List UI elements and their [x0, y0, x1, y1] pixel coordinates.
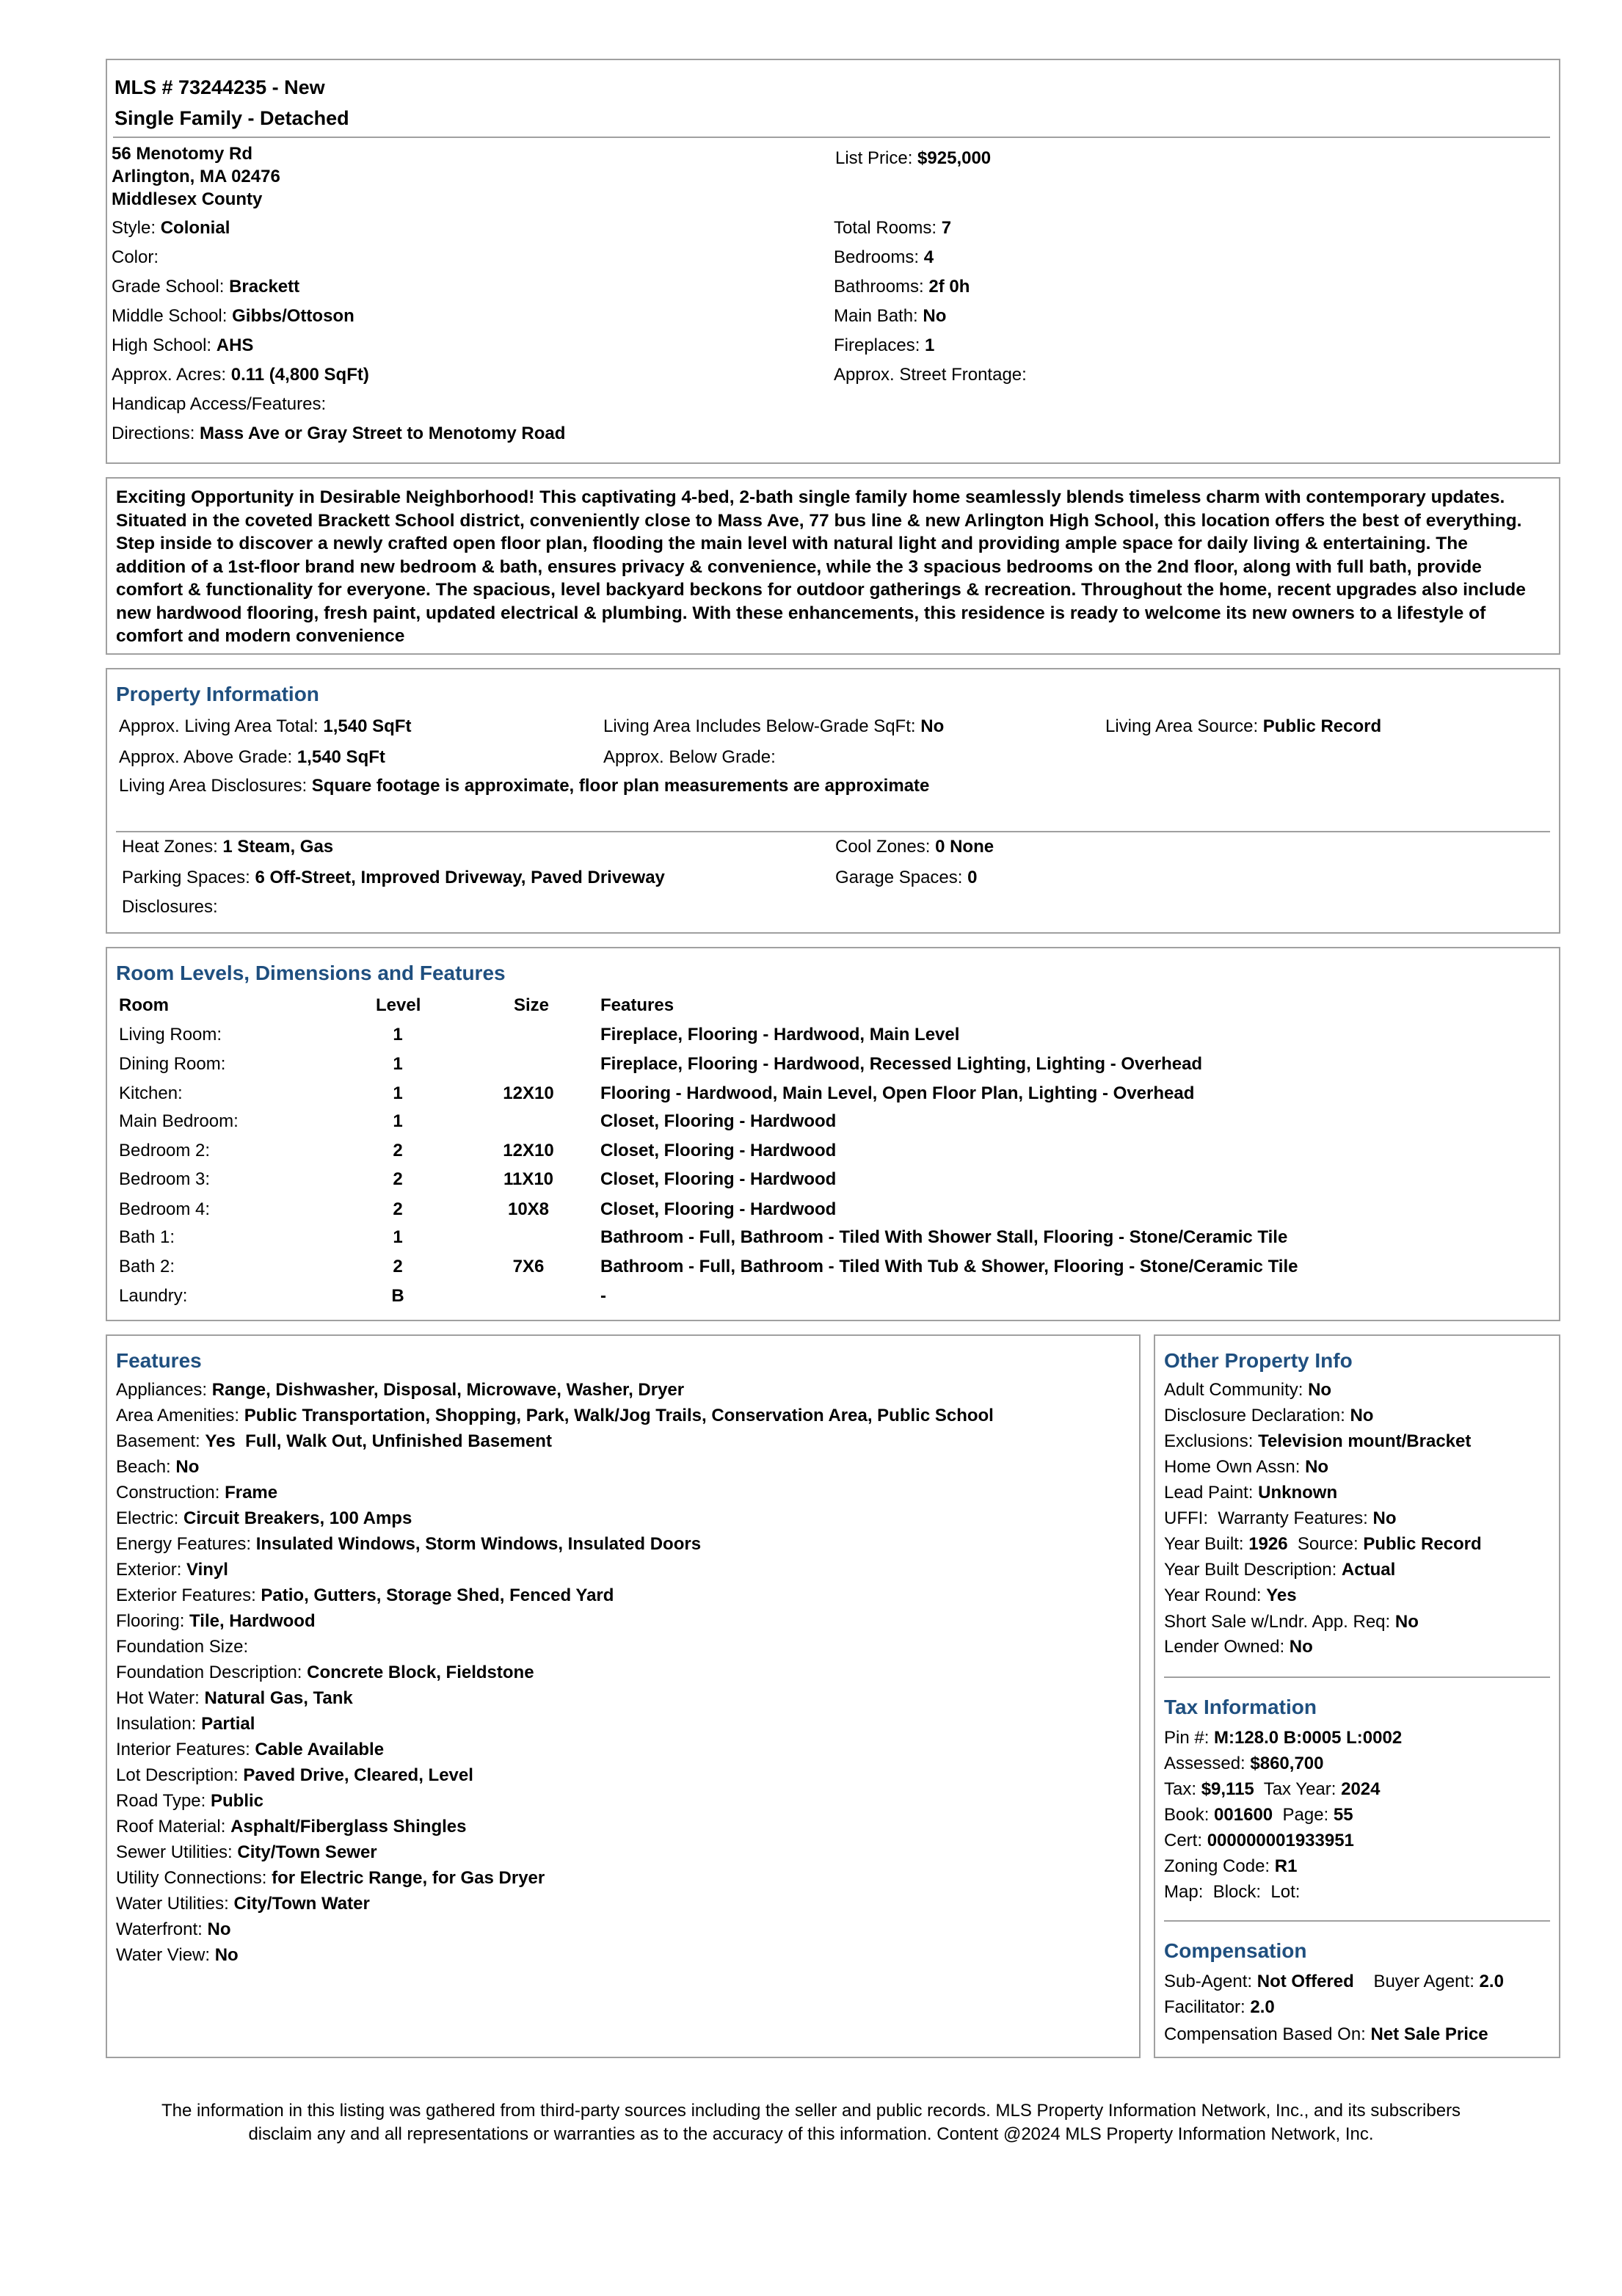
- room-name: Dining Room:: [119, 1054, 226, 1074]
- address-city: Arlington, MA 02476: [112, 167, 280, 186]
- adult-community: Adult Community: No: [1164, 1380, 1332, 1400]
- feature-item: Appliances: Range, Dishwasher, Disposal, Microwave, Washer, Dryer: [116, 1380, 685, 1400]
- rooms-box: [106, 947, 1560, 1321]
- lender-owned: Lender Owned: No: [1164, 1637, 1313, 1657]
- room-name: Bedroom 3:: [119, 1169, 211, 1189]
- room-name: Bath 1:: [119, 1227, 175, 1247]
- features-title: Features: [116, 1349, 202, 1372]
- compensation-title: Compensation: [1164, 1939, 1307, 1962]
- room-name: Bath 2:: [119, 1257, 175, 1276]
- room-size: 10X8: [507, 1199, 550, 1219]
- feature-item: Exterior: Vinyl: [116, 1560, 228, 1580]
- room-features: Closet, Flooring - Hardwood: [600, 1111, 837, 1131]
- feature-item: Basement: Yes Full, Walk Out, Unfinished Basement: [116, 1431, 552, 1451]
- compensation-based-on: Compensation Based On: Net Sale Price: [1164, 2024, 1488, 2044]
- field-total-rooms: Total Rooms: 7: [834, 218, 952, 238]
- exclusions: Exclusions: Television mount/Bracket: [1164, 1431, 1472, 1451]
- sub-agent: Sub-Agent: Not Offered Buyer Agent: 2.0: [1164, 1972, 1504, 1991]
- room-level: 1: [393, 1227, 403, 1247]
- property-type: Single Family - Detached: [114, 107, 349, 129]
- field-main-bath: Main Bath: No: [834, 306, 947, 326]
- other-info-box: [1154, 1334, 1560, 2058]
- list-price-value: $925,000: [917, 148, 992, 168]
- room-features: -: [600, 1286, 606, 1306]
- mls-number: MLS # 73244235 - New: [114, 76, 325, 98]
- field-high-school: High School: AHS: [112, 335, 254, 355]
- tax-amount: Tax: $9,115 Tax Year: 2024: [1164, 1779, 1381, 1799]
- tax-divider: [1164, 1676, 1550, 1678]
- feature-item: Foundation Description: Concrete Block, Fieldstone: [116, 1663, 534, 1682]
- room-level: 2: [393, 1169, 403, 1189]
- cert: Cert: 000000001933951: [1164, 1831, 1354, 1850]
- room-size: 12X10: [503, 1083, 554, 1103]
- uffi-warranty: UFFI: Warranty Features: No: [1164, 1508, 1397, 1528]
- assessed: Assessed: $860,700: [1164, 1754, 1324, 1773]
- rooms-header-features: Features: [600, 995, 674, 1015]
- room-features: Fireplace, Flooring - Hardwood, Recessed Lighting, Lighting - Overhead: [600, 1054, 1203, 1074]
- field-grade-school: Grade School: Brackett: [112, 277, 300, 297]
- below-grade-included: Living Area Includes Below-Grade SqFt: No: [603, 716, 945, 736]
- feature-item: Construction: Frame: [116, 1483, 278, 1503]
- feature-item: Exterior Features: Patio, Gutters, Storage Shed, Fenced Yard: [116, 1585, 614, 1605]
- field-fireplaces: Fireplaces: 1: [834, 335, 935, 355]
- field-style: Style: Colonial: [112, 218, 230, 238]
- property-info-divider: [116, 831, 1550, 832]
- room-name: Bedroom 4:: [119, 1199, 211, 1219]
- room-level: 1: [393, 1083, 403, 1103]
- feature-item: Beach: No: [116, 1457, 200, 1477]
- room-name: Main Bedroom:: [119, 1111, 239, 1131]
- feature-item: Utility Connections: for Electric Range, for Gas Dryer: [116, 1868, 545, 1888]
- room-size: 7X6: [512, 1257, 545, 1276]
- room-size: 11X10: [503, 1169, 554, 1189]
- year-round: Year Round: Yes: [1164, 1585, 1297, 1605]
- short-sale: Short Sale w/Lndr. App. Req: No: [1164, 1612, 1419, 1632]
- property-info-box: [106, 668, 1560, 934]
- features-box: [106, 1334, 1141, 2058]
- room-features: Flooring - Hardwood, Main Level, Open Floor Plan, Lighting - Overhead: [600, 1083, 1195, 1103]
- field-color: Color:: [112, 247, 159, 267]
- room-name: Bedroom 2:: [119, 1141, 211, 1160]
- feature-item: Lot Description: Paved Drive, Cleared, Level: [116, 1765, 473, 1785]
- living-area-disclosures: Living Area Disclosures: Square footage is approximate, floor plan measurements are approximate: [119, 776, 930, 796]
- above-grade: Approx. Above Grade: 1,540 SqFt: [119, 747, 385, 767]
- lead-paint: Lead Paint: Unknown: [1164, 1483, 1338, 1503]
- room-size: 12X10: [503, 1141, 554, 1160]
- field-middle-school: Middle School: Gibbs/Ottoson: [112, 306, 354, 326]
- feature-item: Foundation Size:: [116, 1637, 249, 1657]
- living-area-source: Living Area Source: Public Record: [1105, 716, 1382, 736]
- rooms-header-level: Level: [376, 995, 421, 1015]
- disclosures: Disclosures:: [122, 897, 218, 917]
- cool-zones: Cool Zones: 0 None: [835, 837, 994, 857]
- home-own-assn: Home Own Assn: No: [1164, 1457, 1329, 1477]
- property-info-title: Property Information: [116, 683, 319, 705]
- parking-spaces: Parking Spaces: 6 Off-Street, Improved Driveway, Paved Driveway: [122, 868, 665, 887]
- disclosure-declaration: Disclosure Declaration: No: [1164, 1406, 1374, 1425]
- feature-item: Area Amenities: Public Transportation, Shopping, Park, Walk/Jog Trails, Conservation Area, Public School: [116, 1406, 994, 1425]
- pin-number: Pin #: M:128.0 B:0005 L:0002: [1164, 1728, 1403, 1748]
- room-level: 2: [393, 1257, 403, 1276]
- field-bedrooms: Bedrooms: 4: [834, 247, 934, 267]
- comp-divider: [1164, 1920, 1550, 1922]
- field-directions: Directions: Mass Ave or Gray Street to Menotomy Road: [112, 424, 566, 443]
- room-features: Fireplace, Flooring - Hardwood, Main Level: [600, 1025, 960, 1045]
- room-name: Laundry:: [119, 1286, 188, 1306]
- room-level: B: [391, 1286, 404, 1306]
- year-built-description: Year Built Description: Actual: [1164, 1560, 1396, 1580]
- room-features: Bathroom - Full, Bathroom - Tiled With Tub & Shower, Flooring - Stone/Ceramic Tile: [600, 1257, 1298, 1276]
- year-built: Year Built: 1926 Source: Public Record: [1164, 1534, 1482, 1554]
- feature-item: Water Utilities: City/Town Water: [116, 1894, 370, 1914]
- room-level: 2: [393, 1141, 403, 1160]
- feature-item: Hot Water: Natural Gas, Tank: [116, 1688, 353, 1708]
- list-price: List Price: $925,000: [835, 148, 992, 168]
- address-street: 56 Menotomy Rd: [112, 144, 253, 164]
- room-features: Closet, Flooring - Hardwood: [600, 1199, 837, 1219]
- heat-zones: Heat Zones: 1 Steam, Gas: [122, 837, 334, 857]
- feature-item: Roof Material: Asphalt/Fiberglass Shingles: [116, 1817, 467, 1837]
- feature-item: Interior Features: Cable Available: [116, 1740, 385, 1759]
- room-level: 1: [393, 1054, 403, 1074]
- footer-line-2: disclaim any and all representations or warranties as to the accuracy of this information. Content @2024 MLS Property Information Network, Inc.: [248, 2124, 1374, 2144]
- listing-description: Exciting Opportunity in Desirable Neighborhood! This captivating 4-bed, 2-bath single family home seamlessly blends timeless charm with contemporary updates. Situated in the coveted Brackett School district, conveniently close to Mass Ave, 77 bus line & new Arlington High School, this location offers the best of everything. Step inside to discover a newly crafted open floor plan, flooding the main level with natural light and providing ample space for daily living & entertaining. The addition of a 1st-floor brand new bedroom & bath, ensures privacy & convenience, while the 3 spacious bedrooms on the 2nd floor, along with full bath, provide comfort & functionality for everyone. The spacious, level backyard beckons for outdoor gatherings & recreation. Throughout the home, recent upgrades also include new hardwood flooring, fresh paint, updated electrical & plumbing. With these enhancements, this residence is ready to welcome its new owners to a lifestyle of comfort and modern convenience: [116, 487, 1526, 646]
- field-acres: Approx. Acres: 0.11 (4,800 SqFt): [112, 365, 369, 385]
- footer-disclaimer: [103, 2099, 1519, 2146]
- room-level: 1: [393, 1025, 403, 1045]
- address-county: Middlesex County: [112, 189, 263, 209]
- room-features: Closet, Flooring - Hardwood: [600, 1169, 837, 1189]
- header-divider: [113, 137, 1550, 138]
- feature-item: Waterfront: No: [116, 1919, 231, 1939]
- room-name: Living Room:: [119, 1025, 222, 1045]
- other-info-title: Other Property Info: [1164, 1349, 1353, 1372]
- feature-item: Energy Features: Insulated Windows, Storm Windows, Insulated Doors: [116, 1534, 702, 1554]
- listing-header-box: [106, 59, 1560, 464]
- field-street-frontage: Approx. Street Frontage:: [834, 365, 1027, 385]
- feature-item: Insulation: Partial: [116, 1714, 255, 1734]
- footer-line-1: The information in this listing was gathered from third-party sources including the seller and public records. MLS Property Information Network, Inc., and its subscribers: [161, 2101, 1461, 2121]
- room-level: 2: [393, 1199, 403, 1219]
- rooms-title: Room Levels, Dimensions and Features: [116, 962, 506, 984]
- feature-item: Sewer Utilities: City/Town Sewer: [116, 1842, 377, 1862]
- field-bathrooms: Bathrooms: 2f 0h: [834, 277, 970, 297]
- map-block-lot: Map: Block: Lot:: [1164, 1882, 1301, 1902]
- feature-item: Electric: Circuit Breakers, 100 Amps: [116, 1508, 412, 1528]
- book-page: Book: 001600 Page: 55: [1164, 1805, 1353, 1825]
- facilitator: Facilitator: 2.0: [1164, 1997, 1275, 2017]
- garage-spaces: Garage Spaces: 0: [835, 868, 978, 887]
- description-box: [106, 477, 1560, 655]
- feature-item: Water View: No: [116, 1945, 239, 1965]
- rooms-header-room: Room: [119, 995, 169, 1015]
- room-level: 1: [393, 1111, 403, 1131]
- field-handicap: Handicap Access/Features:: [112, 394, 327, 414]
- feature-item: Flooring: Tile, Hardwood: [116, 1611, 316, 1631]
- below-grade: Approx. Below Grade:: [603, 747, 776, 767]
- living-area-total: Approx. Living Area Total: 1,540 SqFt: [119, 716, 412, 736]
- room-name: Kitchen:: [119, 1083, 183, 1103]
- tax-info-title: Tax Information: [1164, 1696, 1317, 1718]
- rooms-header-size: Size: [514, 995, 550, 1015]
- zoning-code: Zoning Code: R1: [1164, 1856, 1298, 1876]
- room-features: Closet, Flooring - Hardwood: [600, 1141, 837, 1160]
- feature-item: Road Type: Public: [116, 1791, 263, 1811]
- room-features: Bathroom - Full, Bathroom - Tiled With Shower Stall, Flooring - Stone/Ceramic Tile: [600, 1227, 1288, 1247]
